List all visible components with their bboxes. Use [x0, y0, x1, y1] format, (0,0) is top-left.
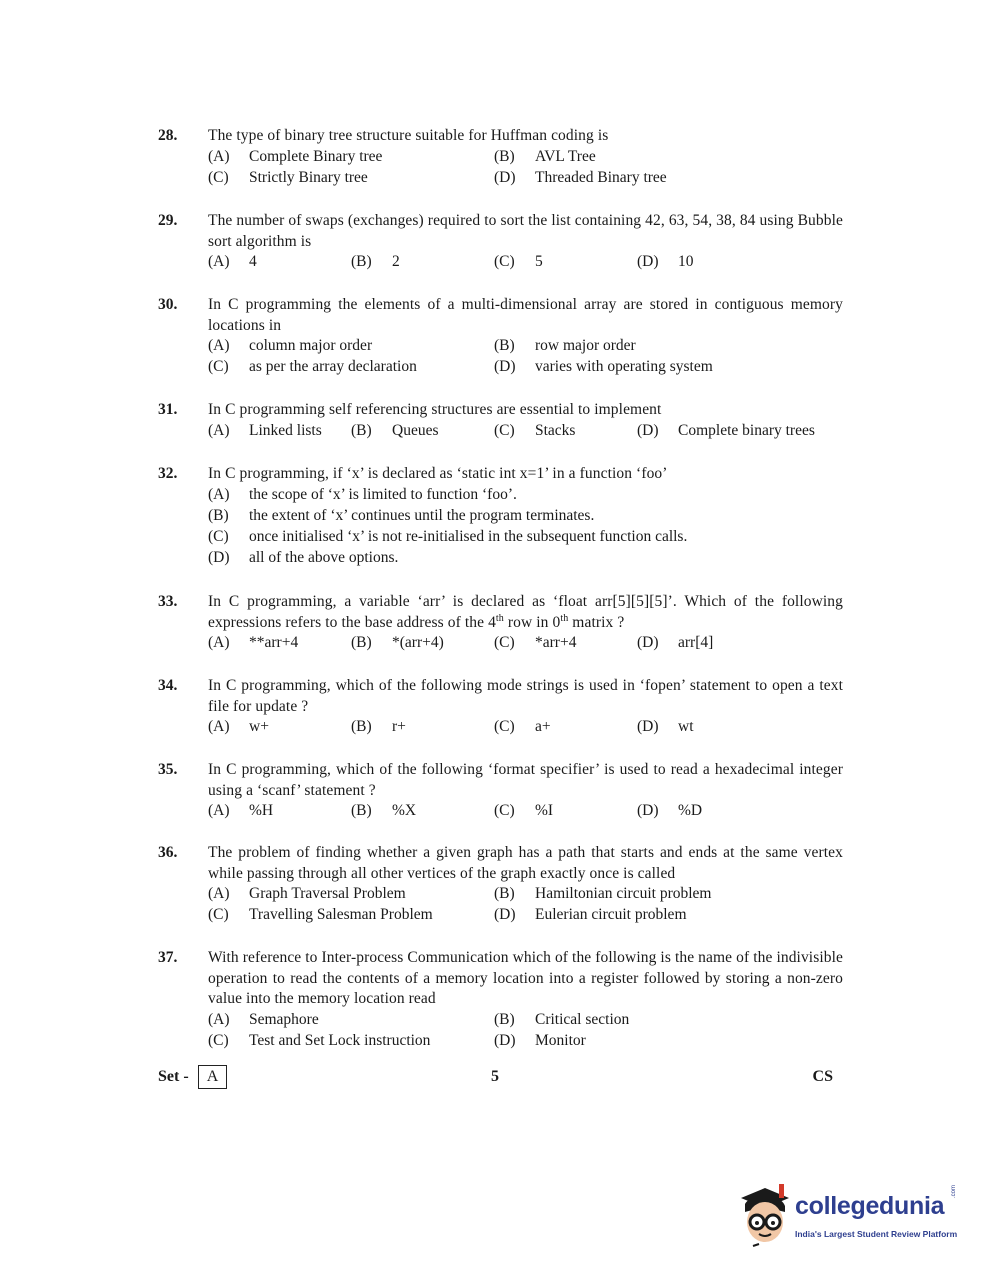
option-c: (C) 5	[494, 253, 543, 270]
option-c: (C) Strictly Binary tree	[208, 168, 368, 186]
option-b: (B) Hamiltonian circuit problem	[494, 885, 712, 902]
question-number: 34.	[158, 677, 178, 694]
question-37	[158, 948, 843, 1052]
question-31	[158, 400, 843, 442]
question-text: The problem of finding whether a given graph has a path that starts and ends at the same vertex while passing through all other vertices of the graph exactly once is called	[208, 844, 843, 882]
option-b: (B) r+	[351, 718, 406, 735]
question-number: 28.	[158, 127, 178, 144]
option-a: (A) Semaphore	[208, 1010, 319, 1028]
option-d: (D) wt	[637, 718, 694, 735]
question-29	[158, 211, 843, 273]
option-a: (A) 4	[208, 253, 257, 270]
option-a: (A) Complete Binary tree	[208, 147, 383, 165]
question-text: In C programming self referencing structures are essential to implement	[208, 401, 662, 418]
option-d: (D) varies with operating system	[494, 358, 713, 376]
question-text: In C programming, a variable ‘arr’ is declared as ‘float arr[5][5][5]’. Which of the following expressions refers to the base address of the 4th row in 0th matrix ?	[208, 593, 843, 631]
question-number: 33.	[158, 593, 178, 610]
option-d: (D) all of the above options.	[208, 549, 399, 567]
question-number: 37.	[158, 949, 178, 966]
option-c: (C) once initialised ‘x’ is not re-initialised in the subsequent function calls.	[208, 528, 688, 546]
option-d: (D) arr[4]	[637, 634, 714, 651]
question-number: 31.	[158, 401, 178, 418]
option-c: (C) a+	[494, 718, 551, 735]
option-a: (A) %H	[208, 802, 274, 819]
question-34	[158, 676, 843, 738]
option-b: (B) Queues	[351, 421, 439, 439]
page-footer	[158, 1064, 833, 1090]
question-36	[158, 843, 843, 927]
question-28	[158, 126, 843, 189]
option-c: (C) %I	[494, 802, 554, 819]
question-35	[158, 760, 843, 822]
option-a: (A) w+	[208, 718, 269, 735]
question-text: The type of binary tree structure suitable for Huffman coding is	[208, 127, 609, 144]
option-b: (B) the extent of ‘x’ continues until the program terminates.	[208, 506, 595, 524]
logo-domain-suffix: .com	[951, 1184, 957, 1198]
option-c: (C) as per the array declaration	[208, 358, 417, 376]
option-b: (B) row major order	[494, 337, 636, 354]
question-number: 29.	[158, 212, 178, 229]
option-d: (D) Eulerian circuit problem	[494, 906, 687, 924]
question-number: 36.	[158, 844, 178, 861]
option-d: (D) %D	[637, 802, 703, 819]
option-c: (C) Stacks	[494, 421, 576, 439]
option-a: (A) Linked lists	[208, 421, 322, 439]
option-a: (A) **arr+4	[208, 634, 299, 651]
option-c: (C) *arr+4	[494, 634, 577, 651]
question-number: 32.	[158, 465, 178, 482]
option-d: (D) 10	[637, 253, 694, 270]
option-d: (D) Monitor	[494, 1031, 586, 1049]
question-30	[158, 295, 843, 379]
option-a: (A) column major order	[208, 337, 373, 354]
question-text: In C programming, which of the following mode strings is used in ‘fopen’ statement to open a text file for update ?	[208, 677, 843, 715]
question-number: 35.	[158, 761, 178, 778]
option-b: (B) 2	[351, 253, 400, 270]
logo-wordmark: collegedunia	[795, 1192, 945, 1220]
option-a: (A) the scope of ‘x’ is limited to function ‘foo’.	[208, 485, 517, 503]
page-number: 5	[491, 1068, 499, 1085]
collegedunia-logo	[735, 1182, 965, 1252]
question-text: In C programming the elements of a multi-dimensional array are stored in contiguous memory locations in	[208, 296, 843, 334]
option-c: (C) Test and Set Lock instruction	[208, 1031, 431, 1049]
question-33	[158, 592, 843, 654]
logo-tagline: India's Largest Student Review Platform	[795, 1229, 958, 1239]
question-number: 30.	[158, 296, 178, 313]
set-code-box: A	[198, 1065, 227, 1089]
option-d: (D) Threaded Binary tree	[494, 168, 667, 186]
set-label: Set -	[158, 1068, 189, 1085]
question-text: In C programming, which of the following ‘format specifier’ is used to read a hexadecimal integer using a ‘scanf’ statement ?	[208, 761, 843, 799]
option-b: (B) Critical section	[494, 1010, 630, 1028]
option-d: (D) Complete binary trees	[637, 421, 815, 439]
option-b: (B) AVL Tree	[494, 147, 596, 165]
question-text: With reference to Inter-process Communication which of the following is the name of the indivisible operation to read the contents of a memory location into a register followed by storing a non-zero value into the memory location read	[208, 949, 843, 1007]
option-b: (B) %X	[351, 802, 417, 819]
subject-code: CS	[812, 1068, 833, 1085]
option-b: (B) *(arr+4)	[351, 634, 444, 651]
option-c: (C) Travelling Salesman Problem	[208, 906, 433, 924]
question-text: The number of swaps (exchanges) required to sort the list containing 42, 63, 54, 38, 84 using Bubble sort algorithm is	[208, 212, 843, 250]
student-mascot-icon	[735, 1182, 793, 1252]
option-a: (A) Graph Traversal Problem	[208, 885, 406, 902]
question-text: In C programming, if ‘x’ is declared as ‘static int x=1’ in a function ‘foo’	[208, 465, 668, 482]
question-32	[158, 464, 843, 570]
